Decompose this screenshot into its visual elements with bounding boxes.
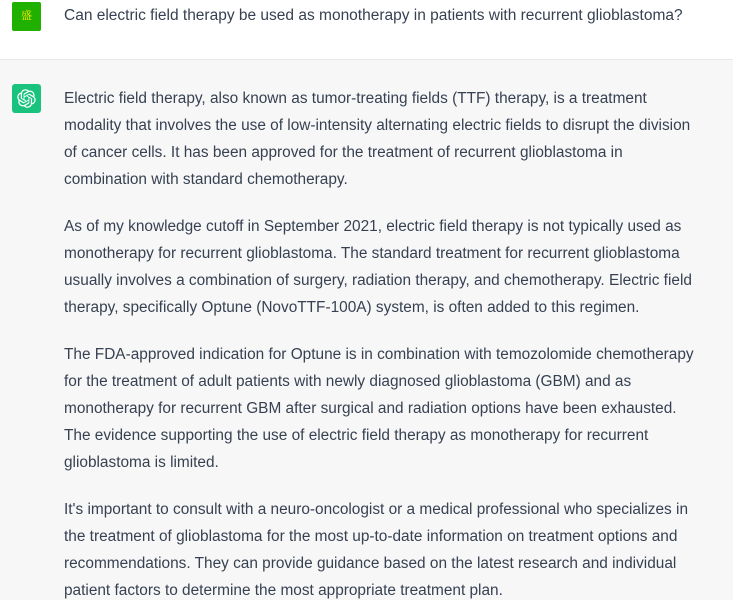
assistant-paragraph: It's important to consult with a neuro-oncologist or a medical professional who specializes in the treatment of glioblastoma for the most up-to-date information on treatment options and recommendations. They can provide guidance based on the latest research and individual patient factors to determine the most appropriate treatment plan. bbox=[64, 501, 689, 599]
assistant-paragraph: The FDA-approved indication for Optune is in combination with temozolomide chemotherapy for the treatment of adult patients with newly diagnosed glioblastoma (GBM) and as monotherapy for recurrent GBM after surgical and radiation options have been exhausted. The evidence supporting the use of electric field therapy as monotherapy for recurrent glioblastoma is limited. bbox=[64, 346, 694, 471]
assistant-message-row bbox=[0, 60, 733, 600]
user-message-row bbox=[0, 0, 733, 60]
assistant-message-text bbox=[64, 85, 704, 600]
assistant-paragraph: As of my knowledge cutoff in September 2021, electric field therapy is not typically used as monotherapy for recurrent glioblastoma. The standard treatment for recurrent glioblastoma usually involves a combination of surgery, radiation therapy, and chemotherapy. Electric field therapy, specifically Optune (NovoTTF-100A) system, is often added to this regimen. bbox=[64, 218, 692, 316]
user-message-text: Can electric field therapy be used as monotherapy in patients with recurrent glioblastoma? bbox=[64, 7, 683, 24]
user-avatar: 盛 bbox=[12, 2, 41, 31]
assistant-paragraph: Electric field therapy, also known as tumor-treating fields (TTF) therapy, is a treatment modality that involves the use of low-intensity alternating electric fields to disrupt the division of cancer cells. It has been approved for the treatment of recurrent glioblastoma in combination with standard chemotherapy. bbox=[64, 90, 691, 188]
openai-logo-icon bbox=[12, 84, 41, 113]
